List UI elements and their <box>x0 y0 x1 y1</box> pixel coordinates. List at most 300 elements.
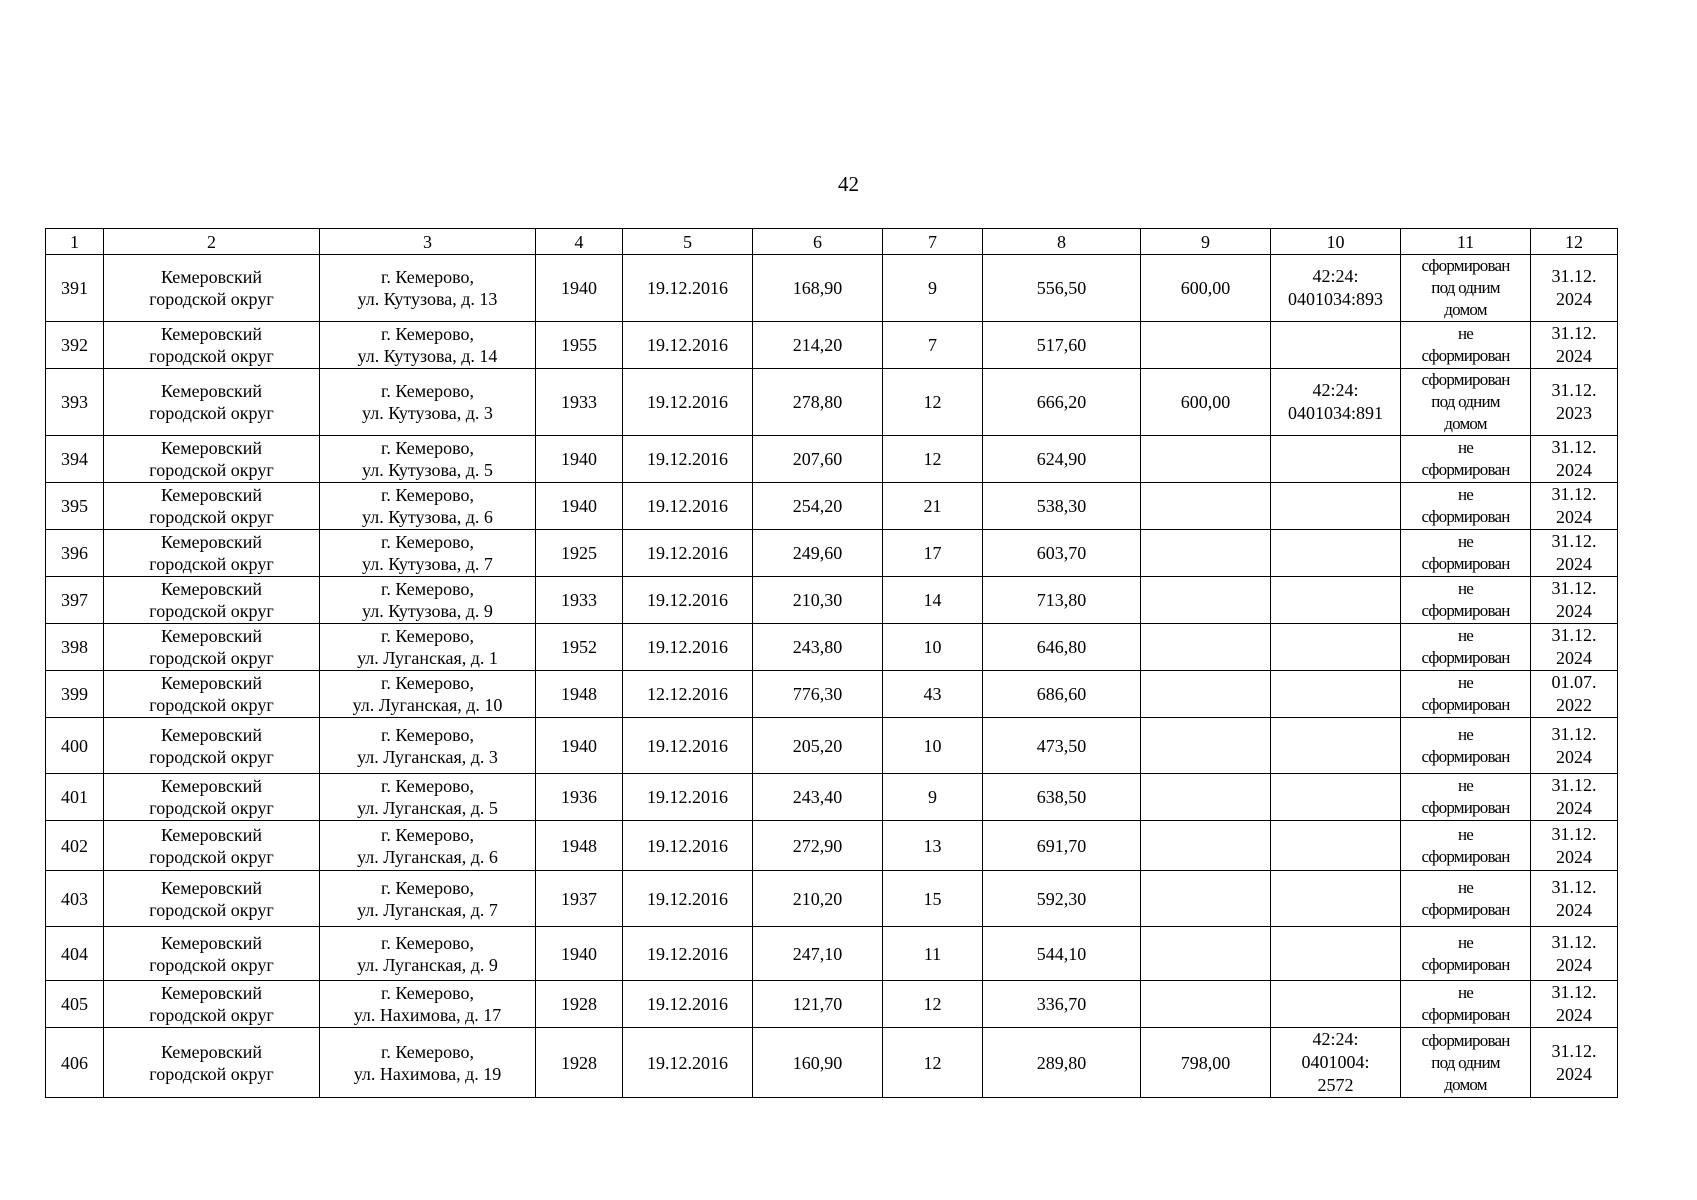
address-line: ул. Луганская, д. 10 <box>352 695 503 715</box>
cadastral-number-cell <box>1271 530 1401 577</box>
address-cell <box>320 871 536 927</box>
deadline-line: 2024 <box>1556 1063 1592 1084</box>
cadastral-number-cell <box>1271 1028 1401 1098</box>
status-cell <box>1401 624 1531 671</box>
deadline-line: 31.12. <box>1551 578 1597 598</box>
district-cell <box>104 1028 320 1098</box>
status-line: не <box>1457 983 1474 1002</box>
status-line: не <box>1457 776 1474 795</box>
housing-registry-table <box>45 228 1618 1098</box>
year-cell: 1952 <box>536 624 623 671</box>
area-cell: 205,20 <box>753 718 883 774</box>
date-cell: 19.12.2016 <box>623 981 753 1028</box>
district-cell <box>104 871 320 927</box>
district-line: городской округ <box>149 554 274 574</box>
table-row <box>46 1028 1618 1098</box>
residents-cell: 9 <box>883 255 983 322</box>
status-line: сформирован <box>1421 648 1510 667</box>
cadastral-number-line: 0401034:891 <box>1287 403 1383 423</box>
residents-cell: 15 <box>883 871 983 927</box>
district-cell <box>104 718 320 774</box>
address-line: г. Кемерово, <box>381 877 474 898</box>
date-cell: 19.12.2016 <box>623 821 753 871</box>
status-line: сформирован <box>1421 899 1510 919</box>
deadline-line: 2024 <box>1556 346 1592 366</box>
district-cell <box>104 577 320 624</box>
status-line: не <box>1457 673 1474 692</box>
status-line: сформирован <box>1421 507 1510 526</box>
district-line: городской округ <box>149 1005 274 1025</box>
land-area-cell <box>1141 821 1271 871</box>
status-line: не <box>1457 438 1474 457</box>
cadastral-number-line: 0401034:893 <box>1287 289 1383 309</box>
date-cell: 19.12.2016 <box>623 436 753 483</box>
status-cell <box>1401 436 1531 483</box>
table-row <box>46 981 1618 1028</box>
district-line: городской округ <box>149 507 274 527</box>
area-cell: 272,90 <box>753 821 883 871</box>
page-number: 42 <box>838 172 859 196</box>
row-number-cell: 402 <box>46 821 104 871</box>
district-line: городской округ <box>149 460 274 480</box>
address-line: ул. Кутузова, д. 3 <box>362 403 493 423</box>
land-cell: 603,70 <box>983 530 1141 577</box>
year-cell: 1955 <box>536 322 623 369</box>
district-cell <box>104 671 320 718</box>
deadline-cell <box>1531 821 1618 871</box>
land-area-cell <box>1141 530 1271 577</box>
table-row <box>46 821 1618 871</box>
status-line: сформирован <box>1421 695 1510 714</box>
address-line: ул. Луганская, д. 9 <box>357 954 498 975</box>
table-row <box>46 322 1618 369</box>
residents-cell: 12 <box>883 1028 983 1098</box>
status-line: не <box>1457 724 1474 744</box>
column-header-2: 2 <box>104 229 320 255</box>
deadline-line: 31.12. <box>1551 484 1597 504</box>
deadline-cell <box>1531 577 1618 624</box>
date-cell: 19.12.2016 <box>623 530 753 577</box>
address-line: ул. Нахимова, д. 19 <box>353 1063 502 1084</box>
status-line: сформирован <box>1421 460 1510 479</box>
district-line: городской округ <box>149 954 274 975</box>
cadastral-number-cell <box>1271 577 1401 624</box>
residents-cell: 12 <box>883 436 983 483</box>
row-number-cell: 392 <box>46 322 104 369</box>
address-cell <box>320 981 536 1028</box>
land-area-cell <box>1141 436 1271 483</box>
status-cell <box>1401 530 1531 577</box>
cadastral-number-cell <box>1271 369 1401 436</box>
deadline-line: 31.12. <box>1551 823 1597 844</box>
district-line: Кемеровский <box>160 267 263 287</box>
table-header <box>46 229 1618 255</box>
deadline-line: 2024 <box>1556 289 1592 309</box>
table-row <box>46 927 1618 981</box>
address-line: ул. Кутузова, д. 9 <box>362 601 493 621</box>
area-cell: 160,90 <box>753 1028 883 1098</box>
area-cell: 214,20 <box>753 322 883 369</box>
district-line: городской округ <box>149 798 274 818</box>
land-area-cell <box>1141 322 1271 369</box>
address-line: г. Кемерово, <box>381 824 474 845</box>
deadline-line: 31.12. <box>1551 625 1597 645</box>
address-line: г. Кемерово, <box>381 579 474 599</box>
deadline-line: 31.12. <box>1551 323 1597 343</box>
header-row <box>46 229 1618 255</box>
cadastral-number-cell <box>1271 624 1401 671</box>
table-row <box>46 483 1618 530</box>
district-line: Кемеровский <box>160 877 263 898</box>
address-cell <box>320 821 536 871</box>
district-line: Кемеровский <box>160 438 263 458</box>
column-header-8: 8 <box>983 229 1141 255</box>
row-number-cell: 405 <box>46 981 104 1028</box>
status-line: сформирован <box>1421 798 1510 817</box>
deadline-line: 2022 <box>1556 695 1592 715</box>
deadline-cell <box>1531 718 1618 774</box>
table-row <box>46 530 1618 577</box>
year-cell: 1948 <box>536 671 623 718</box>
residents-cell: 7 <box>883 322 983 369</box>
status-cell <box>1401 774 1531 821</box>
year-cell: 1940 <box>536 436 623 483</box>
district-line: Кемеровский <box>160 983 263 1003</box>
residents-cell: 12 <box>883 369 983 436</box>
status-line: домом <box>1444 300 1487 319</box>
deadline-line: 31.12. <box>1551 266 1597 286</box>
area-cell: 207,60 <box>753 436 883 483</box>
table-row <box>46 718 1618 774</box>
district-cell <box>104 255 320 322</box>
area-cell: 210,20 <box>753 871 883 927</box>
status-line: сформирован <box>1421 1005 1510 1024</box>
address-line: г. Кемерово, <box>381 532 474 552</box>
address-cell <box>320 927 536 981</box>
area-cell: 243,40 <box>753 774 883 821</box>
date-cell: 19.12.2016 <box>623 1028 753 1098</box>
address-cell <box>320 369 536 436</box>
status-line: под одним <box>1431 392 1500 411</box>
deadline-cell <box>1531 483 1618 530</box>
deadline-line: 2024 <box>1556 601 1592 621</box>
row-number-cell: 403 <box>46 871 104 927</box>
status-cell <box>1401 577 1531 624</box>
status-line: не <box>1457 579 1474 598</box>
address-line: г. Кемерово, <box>381 1041 474 1062</box>
row-number-cell: 401 <box>46 774 104 821</box>
row-number-cell: 394 <box>46 436 104 483</box>
status-line: не <box>1457 824 1474 844</box>
address-line: г. Кемерово, <box>381 438 474 458</box>
residents-cell: 14 <box>883 577 983 624</box>
district-line: городской округ <box>149 346 274 366</box>
table-row <box>46 255 1618 322</box>
date-cell: 19.12.2016 <box>623 255 753 322</box>
address-line: г. Кемерово, <box>381 381 474 401</box>
district-line: Кемеровский <box>160 324 263 344</box>
district-cell <box>104 624 320 671</box>
land-cell: 336,70 <box>983 981 1141 1028</box>
table-row <box>46 671 1618 718</box>
address-line: г. Кемерово, <box>381 485 474 505</box>
date-cell: 19.12.2016 <box>623 322 753 369</box>
land-area-cell <box>1141 718 1271 774</box>
status-cell <box>1401 981 1531 1028</box>
residents-cell: 10 <box>883 718 983 774</box>
land-area-cell <box>1141 483 1271 530</box>
residents-cell: 13 <box>883 821 983 871</box>
land-area-cell <box>1141 927 1271 981</box>
district-cell <box>104 369 320 436</box>
land-cell: 289,80 <box>983 1028 1141 1098</box>
status-line: под одним <box>1431 1052 1500 1072</box>
address-line: г. Кемерово, <box>381 626 474 646</box>
status-cell <box>1401 369 1531 436</box>
year-cell: 1928 <box>536 1028 623 1098</box>
year-cell: 1936 <box>536 774 623 821</box>
status-line: домом <box>1444 414 1487 433</box>
land-area-cell <box>1141 981 1271 1028</box>
area-cell: 121,70 <box>753 981 883 1028</box>
status-cell <box>1401 927 1531 981</box>
address-line: ул. Кутузова, д. 7 <box>362 554 493 574</box>
land-cell: 686,60 <box>983 671 1141 718</box>
deadline-cell <box>1531 436 1618 483</box>
land-area-cell <box>1141 871 1271 927</box>
row-number-cell: 395 <box>46 483 104 530</box>
status-line: не <box>1457 932 1474 952</box>
status-cell <box>1401 718 1531 774</box>
table-row <box>46 871 1618 927</box>
table-row <box>46 774 1618 821</box>
residents-cell: 11 <box>883 927 983 981</box>
status-line: сформирован <box>1421 554 1510 573</box>
address-cell <box>320 322 536 369</box>
status-cell <box>1401 322 1531 369</box>
district-cell <box>104 530 320 577</box>
land-area-cell: 798,00 <box>1141 1028 1271 1098</box>
area-cell: 210,30 <box>753 577 883 624</box>
column-header-10: 10 <box>1271 229 1401 255</box>
district-cell <box>104 483 320 530</box>
status-line: сформирован <box>1421 370 1510 389</box>
status-line: не <box>1457 485 1474 504</box>
status-line: сформирован <box>1421 601 1510 620</box>
address-line: ул. Луганская, д. 6 <box>357 846 498 867</box>
status-line: под одним <box>1431 278 1500 297</box>
district-line: Кемеровский <box>160 532 263 552</box>
land-cell: 638,50 <box>983 774 1141 821</box>
district-line: Кемеровский <box>160 1041 263 1062</box>
area-cell: 168,90 <box>753 255 883 322</box>
column-header-12: 12 <box>1531 229 1618 255</box>
address-line: ул. Луганская, д. 5 <box>357 798 498 818</box>
date-cell: 12.12.2016 <box>623 671 753 718</box>
address-line: г. Кемерово, <box>381 776 474 796</box>
deadline-line: 2024 <box>1556 554 1592 574</box>
deadline-cell <box>1531 322 1618 369</box>
area-cell: 247,10 <box>753 927 883 981</box>
residents-cell: 12 <box>883 981 983 1028</box>
row-number-cell: 393 <box>46 369 104 436</box>
residents-cell: 17 <box>883 530 983 577</box>
table-row <box>46 577 1618 624</box>
table-row <box>46 624 1618 671</box>
land-cell: 624,90 <box>983 436 1141 483</box>
land-cell: 691,70 <box>983 821 1141 871</box>
deadline-line: 2024 <box>1556 954 1592 975</box>
cadastral-number-cell <box>1271 483 1401 530</box>
cadastral-number-line: 42:24: <box>1312 380 1359 400</box>
district-line: городской округ <box>149 648 274 668</box>
cadastral-number-line: 42:24: <box>1312 1029 1359 1049</box>
status-line: не <box>1457 626 1474 645</box>
area-cell: 249,60 <box>753 530 883 577</box>
address-cell <box>320 774 536 821</box>
year-cell: 1940 <box>536 927 623 981</box>
status-cell <box>1401 671 1531 718</box>
cadastral-number-cell <box>1271 927 1401 981</box>
status-line: сформирован <box>1421 746 1510 766</box>
residents-cell: 9 <box>883 774 983 821</box>
status-cell <box>1401 255 1531 322</box>
date-cell: 19.12.2016 <box>623 927 753 981</box>
residents-cell: 43 <box>883 671 983 718</box>
address-cell <box>320 624 536 671</box>
date-cell: 19.12.2016 <box>623 483 753 530</box>
district-line: Кемеровский <box>160 932 263 953</box>
status-line: домом <box>1444 1074 1487 1094</box>
cadastral-number-line: 0401004: <box>1301 1052 1370 1072</box>
deadline-line: 2023 <box>1556 403 1592 423</box>
land-cell: 544,10 <box>983 927 1141 981</box>
cadastral-number-cell <box>1271 255 1401 322</box>
deadline-line: 2024 <box>1556 899 1592 920</box>
column-header-6: 6 <box>753 229 883 255</box>
district-line: Кемеровский <box>160 626 263 646</box>
district-line: Кемеровский <box>160 381 263 401</box>
area-cell: 278,80 <box>753 369 883 436</box>
column-header-4: 4 <box>536 229 623 255</box>
land-area-cell <box>1141 577 1271 624</box>
land-area-cell: 600,00 <box>1141 255 1271 322</box>
deadline-line: 31.12. <box>1551 982 1597 1002</box>
address-line: ул. Луганская, д. 1 <box>357 648 498 668</box>
deadline-line: 31.12. <box>1551 775 1597 795</box>
date-cell: 19.12.2016 <box>623 718 753 774</box>
cadastral-number-cell <box>1271 774 1401 821</box>
year-cell: 1940 <box>536 483 623 530</box>
row-number-cell: 404 <box>46 927 104 981</box>
status-line: сформирован <box>1421 346 1510 365</box>
residents-cell: 10 <box>883 624 983 671</box>
address-line: ул. Нахимова, д. 17 <box>353 1005 502 1025</box>
deadline-cell <box>1531 530 1618 577</box>
district-line: Кемеровский <box>160 724 263 745</box>
row-number-cell: 398 <box>46 624 104 671</box>
cadastral-number-cell <box>1271 718 1401 774</box>
address-cell <box>320 255 536 322</box>
district-line: Кемеровский <box>160 485 263 505</box>
status-line: сформирован <box>1421 846 1510 866</box>
deadline-cell <box>1531 774 1618 821</box>
land-cell: 666,20 <box>983 369 1141 436</box>
row-number-cell: 396 <box>46 530 104 577</box>
date-cell: 19.12.2016 <box>623 624 753 671</box>
address-line: г. Кемерово, <box>381 932 474 953</box>
land-cell: 592,30 <box>983 871 1141 927</box>
land-cell: 538,30 <box>983 483 1141 530</box>
column-header-3: 3 <box>320 229 536 255</box>
district-cell <box>104 774 320 821</box>
cadastral-number-line: 42:24: <box>1312 266 1359 286</box>
land-area-cell <box>1141 774 1271 821</box>
status-line: сформирован <box>1421 256 1510 275</box>
year-cell: 1948 <box>536 821 623 871</box>
table-row <box>46 436 1618 483</box>
district-line: городской округ <box>149 746 274 767</box>
date-cell: 19.12.2016 <box>623 369 753 436</box>
address-line: ул. Луганская, д. 7 <box>357 899 498 920</box>
deadline-line: 2024 <box>1556 746 1592 767</box>
row-number-cell: 400 <box>46 718 104 774</box>
cadastral-number-cell <box>1271 981 1401 1028</box>
date-cell: 19.12.2016 <box>623 774 753 821</box>
column-header-5: 5 <box>623 229 753 255</box>
cadastral-number-cell <box>1271 436 1401 483</box>
district-line: городской округ <box>149 695 274 715</box>
table-body <box>46 255 1618 1098</box>
address-cell <box>320 1028 536 1098</box>
row-number-cell: 406 <box>46 1028 104 1098</box>
deadline-line: 2024 <box>1556 1005 1592 1025</box>
status-line: сформирован <box>1421 1030 1510 1050</box>
deadline-line: 31.12. <box>1551 876 1597 897</box>
deadline-line: 01.07. <box>1551 672 1597 692</box>
address-line: ул. Кутузова, д. 6 <box>362 507 493 527</box>
column-header-7: 7 <box>883 229 983 255</box>
district-cell <box>104 322 320 369</box>
year-cell: 1940 <box>536 255 623 322</box>
row-number-cell: 391 <box>46 255 104 322</box>
district-cell <box>104 927 320 981</box>
deadline-cell <box>1531 624 1618 671</box>
address-cell <box>320 483 536 530</box>
district-line: городской округ <box>149 289 274 309</box>
row-number-cell: 399 <box>46 671 104 718</box>
district-line: Кемеровский <box>160 673 263 693</box>
district-cell <box>104 821 320 871</box>
district-line: Кемеровский <box>160 579 263 599</box>
status-line: не <box>1457 532 1474 551</box>
year-cell: 1933 <box>536 577 623 624</box>
deadline-line: 31.12. <box>1551 380 1597 400</box>
land-area-cell: 600,00 <box>1141 369 1271 436</box>
land-cell: 646,80 <box>983 624 1141 671</box>
date-cell: 19.12.2016 <box>623 577 753 624</box>
deadline-line: 31.12. <box>1551 531 1597 551</box>
deadline-line: 31.12. <box>1551 437 1597 457</box>
address-line: г. Кемерово, <box>381 983 474 1003</box>
land-cell: 713,80 <box>983 577 1141 624</box>
deadline-line: 2024 <box>1556 798 1592 818</box>
district-line: городской округ <box>149 601 274 621</box>
date-cell: 19.12.2016 <box>623 871 753 927</box>
land-cell: 517,60 <box>983 322 1141 369</box>
cadastral-number-cell <box>1271 671 1401 718</box>
land-area-cell <box>1141 671 1271 718</box>
